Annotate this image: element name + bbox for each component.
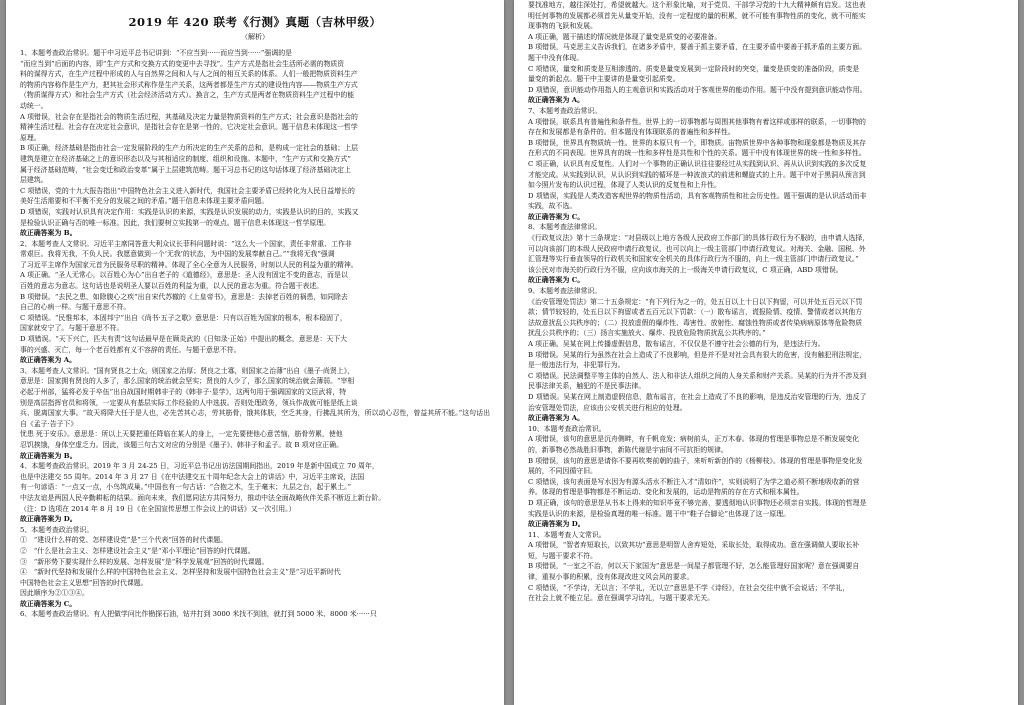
- text-line: 5、本题考查政治常识。: [20, 525, 94, 534]
- text-line: C 项错误，量变和质变是互相渗透的。质变是量变发展到一定阶段时的突变，量变是质变的准备阶段，质变是: [528, 64, 860, 73]
- text-line: B 项错误。吴某的行为虽然在社会上造成了不良影响，但是并不是对社会具有很大的危害，没有触犯刑法规定，: [528, 350, 866, 359]
- text-line: A 项错误，联系具有普遍性和条件性。世界上的一切事物都与周围其他事物有着这样或那样的联系，一切事物的: [528, 117, 866, 126]
- text-line: 故正确答案为 A。: [528, 96, 584, 105]
- text-line: 有一句谚语：“一点又一点，小鸟筑成巢。”中国也有一句古话：“合抱之木，生于毫末；九层之台，起于累土。”: [20, 483, 352, 492]
- text-line: D 项错误。“天下兴亡，匹夫有责”这句话最早是在顾炎武的《日知录·正始》中提出的概念，意思是：天下大: [20, 335, 348, 344]
- text-line: 《治安管理处罚法》第二十五条规定：“有下列行为之一的，处五日以上十日以下拘留，可以并处五百元以下罚: [528, 297, 863, 306]
- text-line: 现事物的飞跃和发展。: [528, 22, 597, 31]
- text-line: 是一般违法行为，非犯罪行为。: [528, 361, 625, 370]
- text-line: 6、本题考查政治常识。有人把做学问比作勘探石油，钻井打到 3000 米找不到油，就打到 5000 米、8000 米······只: [20, 610, 377, 619]
- text-line: 事的兴盛、灭亡，每一个老百姓都有义不容辞的责任。与题干意思不符。: [20, 345, 241, 354]
- text-line: 展的，不同因循守旧。: [528, 467, 597, 476]
- text-line: 明任何事物的发展都必须首先从量变开始，没有一定程度的量的积累，就不可能有事物性质的变化，就不可能实: [528, 11, 866, 20]
- text-line: 原理。: [20, 133, 41, 142]
- text-line: 必起于州部，猛将必发于卒伍”出自战国时期韩非子的《韩非子·显学》，这两句用于强调国家的文臣武将，特: [20, 388, 347, 396]
- text-line: 存在和发展都是有条件的。但本题没有体现联系的普遍性和多样性。: [528, 128, 735, 137]
- text-line: 治安管理处罚法，应该由公安机关进行相应的处理。: [528, 403, 687, 412]
- text-line: 建筑是建立在经济基础之上的意识形态以及与其相适应的制度、组织和设施。本题中，“生产方式和交换方式”: [20, 154, 351, 163]
- text-line: 故正确答案为 B。: [20, 451, 77, 460]
- text-line: A 项错误，社会存在是指社会的物质生活过程，其基础及决定力量是物质资料的生产方式；社会意识是指社会的: [20, 112, 358, 121]
- text-line: 美好生活需要和不平衡不充分的发展之间的矛盾。”题干信息未体现主要矛盾问题。: [20, 197, 269, 206]
- text-line: 8、本题考查法律常识。: [528, 223, 602, 232]
- text-line: 如今照片发布的认识过程，体现了人类认识的反复性和上升性。: [528, 181, 721, 190]
- document-body-left: [20, 48, 490, 620]
- document-page-right: [514, 0, 1018, 705]
- text-line: 了习近平主席作为国家元首为民服务尽职的精神。体现了全心全意为人民服务，时刻以人民的利益为重的精神。: [20, 260, 358, 269]
- text-line: C 项错误。“民惟邦本，本固邦宁”出自《尚书·五子之歌》意思是：只有以百姓为国家的根本，根本稳固了，: [20, 313, 347, 322]
- text-line: 也是中法建交 55 周年。2014 年 3 月 27 日《在中法建交五十周年纪念大会上的讲话》中，习近平主席说，法国: [20, 472, 365, 481]
- document-page-left: [6, 0, 504, 705]
- text-line: 故正确答案为 C。: [528, 212, 585, 221]
- text-line: 养。体现的哲理是事物都是不断运动、变化和发展的，运动是物质的存在方式和根本属性。: [528, 488, 804, 497]
- text-line: 实践，故不选。: [528, 202, 577, 211]
- text-line: 故正确答案为 D。: [528, 520, 585, 529]
- text-line: 《行政复议法》第十三条规定：“对县级以上地方各级人民政府工作部门的具体行政行为不服的，由申请人选择，: [528, 234, 870, 243]
- text-line: B 项错误，“一室之不治，何以天下家国为”意思是一间屋子都管理不好，怎么能管理好国家呢？意在强调要自: [528, 562, 860, 571]
- text-line: C 项正确，认识具有反复性。人们对一个事物的正确认识往往要经过从实践到认识、再从认识到实践的多次反复: [528, 159, 867, 168]
- text-line: D 项错误。吴某在网上制造虚假信息，散布谣言，在社会上造成了不良的影响，是违反治安管理的行为，违反了: [528, 392, 867, 401]
- text-line: （物质谋得方式）和社会生产方式（社会经济活动方式）。换言之，生产方式是两者在物质资料生产过程中的能: [20, 91, 355, 100]
- text-line: A 项错误，该句的意思是沉舟侧畔，有千帆竞发；病树前头，正万木春。体现的哲理是事物总是不断发展变化: [528, 435, 860, 444]
- text-line: 动统一。: [20, 101, 48, 110]
- text-line: 百姓的意志为意志。这句话也是说明圣人要以百姓的利益为重，以人民的意志为重。符合题干表述。: [20, 282, 324, 291]
- text-line: 2、本题考查人文常识。习近平主席同答意大利众议长菲科问题时说：“这么大一个国家，责任非常重、工作非: [20, 239, 352, 248]
- text-line: （注：D 选项在 2014 年 8 月 19 日《在全国宣传思想工作会议上的讲话》又一次引用。）: [20, 504, 296, 513]
- text-line: A 项正确。“圣人无常心，以百姓心为心”出自老子的《道德经》，意思是：圣人没有固定不变的意志，而是以: [20, 271, 348, 280]
- text-line: 实践是认识的来源，是检验真理的唯一标准。题干中“鞋子合脚论”也体现了这一原理。: [528, 509, 790, 518]
- text-line: B 项错误，该句的意思是请你不要再吹奏前朝的曲子，来听听新创作的《杨柳枝》。体现的哲理是事物是变化发: [528, 456, 863, 465]
- text-line: 中国特色社会主义思想”回答的时代课题。: [20, 578, 148, 587]
- text-line: 要找准地方，越往深处打，希望就越大。这个形象比喻，对于党员、干部学习党的十九大精神颇有启发。这也表: [528, 1, 866, 9]
- text-line: 故正确答案为 A。: [528, 414, 584, 423]
- text-line: 10、本题考查政治常识。: [528, 424, 606, 433]
- text-line: B 项正确，经济基础是指由社会一定发展阶段的生产力所决定的生产关系的总和，是构成一定社会的基础；上层: [20, 144, 358, 153]
- text-line: 忧患 死于安乐》。意思是：所以上天要把重任降临在某人的身上，一定先要使他心意苦恼，筋骨劳累，使他: [20, 430, 343, 439]
- text-line: 中法友谊是两国人民辛勤耕耘的结果。面向未来，我们愿同法方共同努力，推动中法全面战略伙伴关系不断迈上新台阶。: [20, 493, 386, 502]
- text-line: 自己的心病一样。与题干意思不符。: [20, 303, 131, 312]
- text-line: 7、本题考查政治常识。: [528, 106, 602, 115]
- document-body-right: [528, 0, 1004, 604]
- text-line: 3、本题考查人文常识。“国有贤良之士众，则国家之治厚；贤良之士寡，则国家之治薄”出自《墨子·尚贤上》，: [20, 366, 355, 375]
- text-line: 款；情节较轻的，处五日以下拘留或者五百元以下罚款：（一）散布谣言，谎报险情、疫情、警情或者以其他方: [528, 308, 863, 317]
- text-line: B 项错误。“去民之患，如除腹心之疾”出自宋代苏辙的《上皇帝书》，意思是：去掉老百姓的祸患，如同除去: [20, 292, 348, 301]
- text-line: 忍饥挨饿，身体空虚乏力。因此，该题三句古文对应的分别是《墨子》、韩非子和孟子。故 B 项对应正确。: [20, 440, 343, 449]
- text-line: 是检验认识正确与否的唯一标准。因此，我们要树立实践第一的观点。题干信息未体现这一哲学原理。: [20, 218, 331, 227]
- text-line: D 项错误，实践对认识具有决定作用：实践是认识的来源，实践是认识发展的动力，实践是认识的目的，实践又: [20, 207, 359, 216]
- text-line: 题干中没有体现。: [528, 53, 584, 62]
- text-line: 该公民对市海关的行政行为不服，应向该市海关的上一级海关申请行政复议，C 项正确，ABD 项错误。: [528, 265, 843, 274]
- text-line: 扰乱公共秩序的；（三）扬言实施放火、爆炸、投放危险物质扰乱公共秩序的。”: [528, 329, 766, 338]
- text-line: 在形式的不同表现。世界具有的统一性和多样性是共性和个性的关系。题干中没有体现世界的统一性和多样性。: [528, 149, 866, 158]
- text-line: 意思是：国家拥有贤良的人多了，那么国家的统治就会坚实；贤良的人少了，那么国家的统治就会薄弱。“宰相: [20, 377, 355, 386]
- text-line: 料的谋得方式，在生产过程中形成的人与自然界之间和人与人之间的相互关系的体系。人们一般把物质资料生产: [20, 70, 358, 79]
- text-line: D 项错误，实践是人类改造客观世界的物质性活动，具有客观物质性和社会历史性。题干强调的是认识活动而非: [528, 191, 867, 200]
- text-line: 层建筑。: [20, 176, 48, 185]
- text-line: B 项错误，世界具有物质统一性。世界的本原只有一个，即物质。宙物质世界中各种事物和现象都是物质及其存: [528, 138, 866, 147]
- text-line: 国家就安宁了。与题干意思不符。: [20, 324, 124, 333]
- text-line: C 项错误，党的十九大报告指出“中国特色社会主义进入新时代，我国社会主要矛盾已经转化为人民日益增长的: [20, 186, 355, 195]
- text-line: A 项正确。吴某在网上传播虚假信息，散布谣言，不仅仅是不遵守社会公德的行为，是违法行为。: [528, 340, 825, 348]
- text-line: C 项错误，该句表面是写水因为有源头活水不断注入才“清如许”，实则说明了为学之道必须不断地吸收新的营: [528, 477, 860, 486]
- text-line: 故正确答案为 A。: [20, 356, 76, 365]
- text-line: 精神生活过程。社会存在决定社会意识，是指社会存在是第一性的，它决定社会意识。题干信息未体现这一哲学: [20, 123, 358, 132]
- text-line: 的物质内容称作是生产力，把其社会形式称作是生产关系，这两者都是生产方式的建设性内容——物质生产方式: [20, 80, 358, 89]
- text-line: C 项错误。民法调整平等主体的自然人、法人和非法人组织之间的人身关系和财产关系。吴某的行为并不涉及到: [528, 371, 867, 380]
- text-line: 兵、脱离国家大事。“故天将降大任于是人也，必先苦其心志，劳其筋骨，饿其体肤，空乏其身，行拂乱其所为，所以动心忍性，曾益其所不能。”这句话出自《孟子·告子下》: [20, 409, 490, 428]
- text-line: C 项错误，“不学诗，无以言；不学礼，无以立”意思是不学《诗经》，在社会交往中就不会说话；不学礼，: [528, 583, 850, 592]
- text-line: 在社会上就不能立足。意在强调学习诗礼，与题干要求无关。: [528, 594, 715, 603]
- text-line: 故正确答案为 B。: [20, 229, 77, 238]
- text-line: ② “什么是社会主义、怎样建设社会主义”是“邓小平理论”回答的时代课题。: [20, 546, 255, 555]
- text-line: 可以向该部门的本级人民政府申请行政复议，也可以向上一级主管部门申请行政复议。对海关、金融、国税、外: [528, 244, 866, 253]
- text-line: ④ “新时代坚持和发展什么样的中国特色社会主义、怎样坚持和发展中国特色社会主义”是“习近平新时代: [20, 568, 341, 577]
- text-line: 属于经济基础范畴，“社会变迁和政治变革”属于上层建筑范畴。题干习总书记的这句话体现了经济基础决定上: [20, 165, 351, 174]
- text-line: A 项错误，“智者弃短取长，以致其功”意思是明智人舍弃短处，采取长处，取得成功。意在强调做人要取长补: [528, 541, 860, 550]
- text-line: 11、本题考查人文常识。: [528, 530, 606, 539]
- text-line: 短，与题干要求不符。: [528, 551, 597, 560]
- text-line: 别是高层指挥官员和将领，一定要从有基层实际工作经验的人中选拔。否则处理政务，领兵作战就可能是纸上谈: [20, 398, 358, 407]
- document-subtitle: （解析）: [241, 33, 269, 41]
- text-line: 法故意扰乱公共秩序的；（二）投放虚假的爆炸性、毒害性、放射性、腐蚀性物质或者传染病病原体等危险物质: [528, 318, 863, 327]
- text-line: B 项错误，马克思主义告诉我们，在诸多矛盾中，要善于抓主要矛盾，在主要矛盾中要善于抓矛盾的主要方面。: [528, 43, 866, 52]
- text-line: A 项正确，题干描述的情况就是体现了量变是质变的必要准备。: [528, 32, 722, 41]
- text-line: 汇管理等实行垂直领导的行政机关和国家安全机关的具体行政行为不服的，向上一级主管部门申请行政复议。”: [528, 255, 859, 264]
- text-line: 的，新事物必然战胜旧事物，新陈代谢是宇宙间不可抗拒的规律。: [528, 445, 728, 454]
- text-line: ① “建设什么样的党、怎样建设党”是“三个代表”回答的时代课题。: [20, 536, 228, 545]
- text-line: 故正确答案为 D。: [20, 515, 77, 524]
- text-line: 民事法律关系，触犯的不是民事法律。: [528, 382, 646, 391]
- text-line: 才能完成。从实践到认识，从认识到实践的循环是一种波浪式的前进和螺旋式的上升。题干中对于黑洞从预言到: [528, 170, 866, 179]
- text-line: 1、本题考查政治常识。题干中习近平总书记讲到：“不应当到······而应当到······”强调的是: [20, 49, 292, 57]
- text-line: 4、本题考查政治常识。2019 年 3 月 24-25 日，习近平总书记出访法国期间指出，2019 年是新中国成立 70 周年，: [20, 462, 379, 471]
- document-title: 2019 年 420 联考《行测》真题（吉林甲级）: [128, 15, 382, 29]
- text-line: 量变的新起点。题干中主要讲的是量变引起质变。: [528, 75, 680, 84]
- text-line: 因此顺序为②①③④。: [20, 589, 89, 598]
- text-line: 常艰巨。我将无我，不负人民。我愿意做到一个‘无我’的状态，为中国的发展奉献自己。”“我将无我”强调: [20, 250, 335, 259]
- text-line: 故正确答案为 C。: [20, 599, 77, 608]
- text-line: 律，重视小事的积累，没有体现改进文风会风的要求。: [528, 573, 694, 582]
- text-line: D 项错误，意识能动作用指人的主观意识和实践活动对于客观世界的能动作用。题干中没有提到意识能动作用。: [528, 85, 867, 94]
- text-line: D 项正确，该句的意思是从书本上得来的知识毕竟不够完善，要透彻地认识事物还必须亲自实践。体现的哲理是: [528, 498, 867, 507]
- text-line: “而应当到”后面的内容，即“生产方式和交换方式的变更中去寻找”。生产方式是指社会生活所必需的物质资: [20, 59, 345, 68]
- text-line: ③ “新形势下要实现什么样的发展、怎样发展”是“科学发展观”回答的时代课题。: [20, 557, 269, 566]
- text-line: 故正确答案为 C。: [528, 276, 585, 285]
- text-line: 9、本题考查法律常识。: [528, 287, 602, 296]
